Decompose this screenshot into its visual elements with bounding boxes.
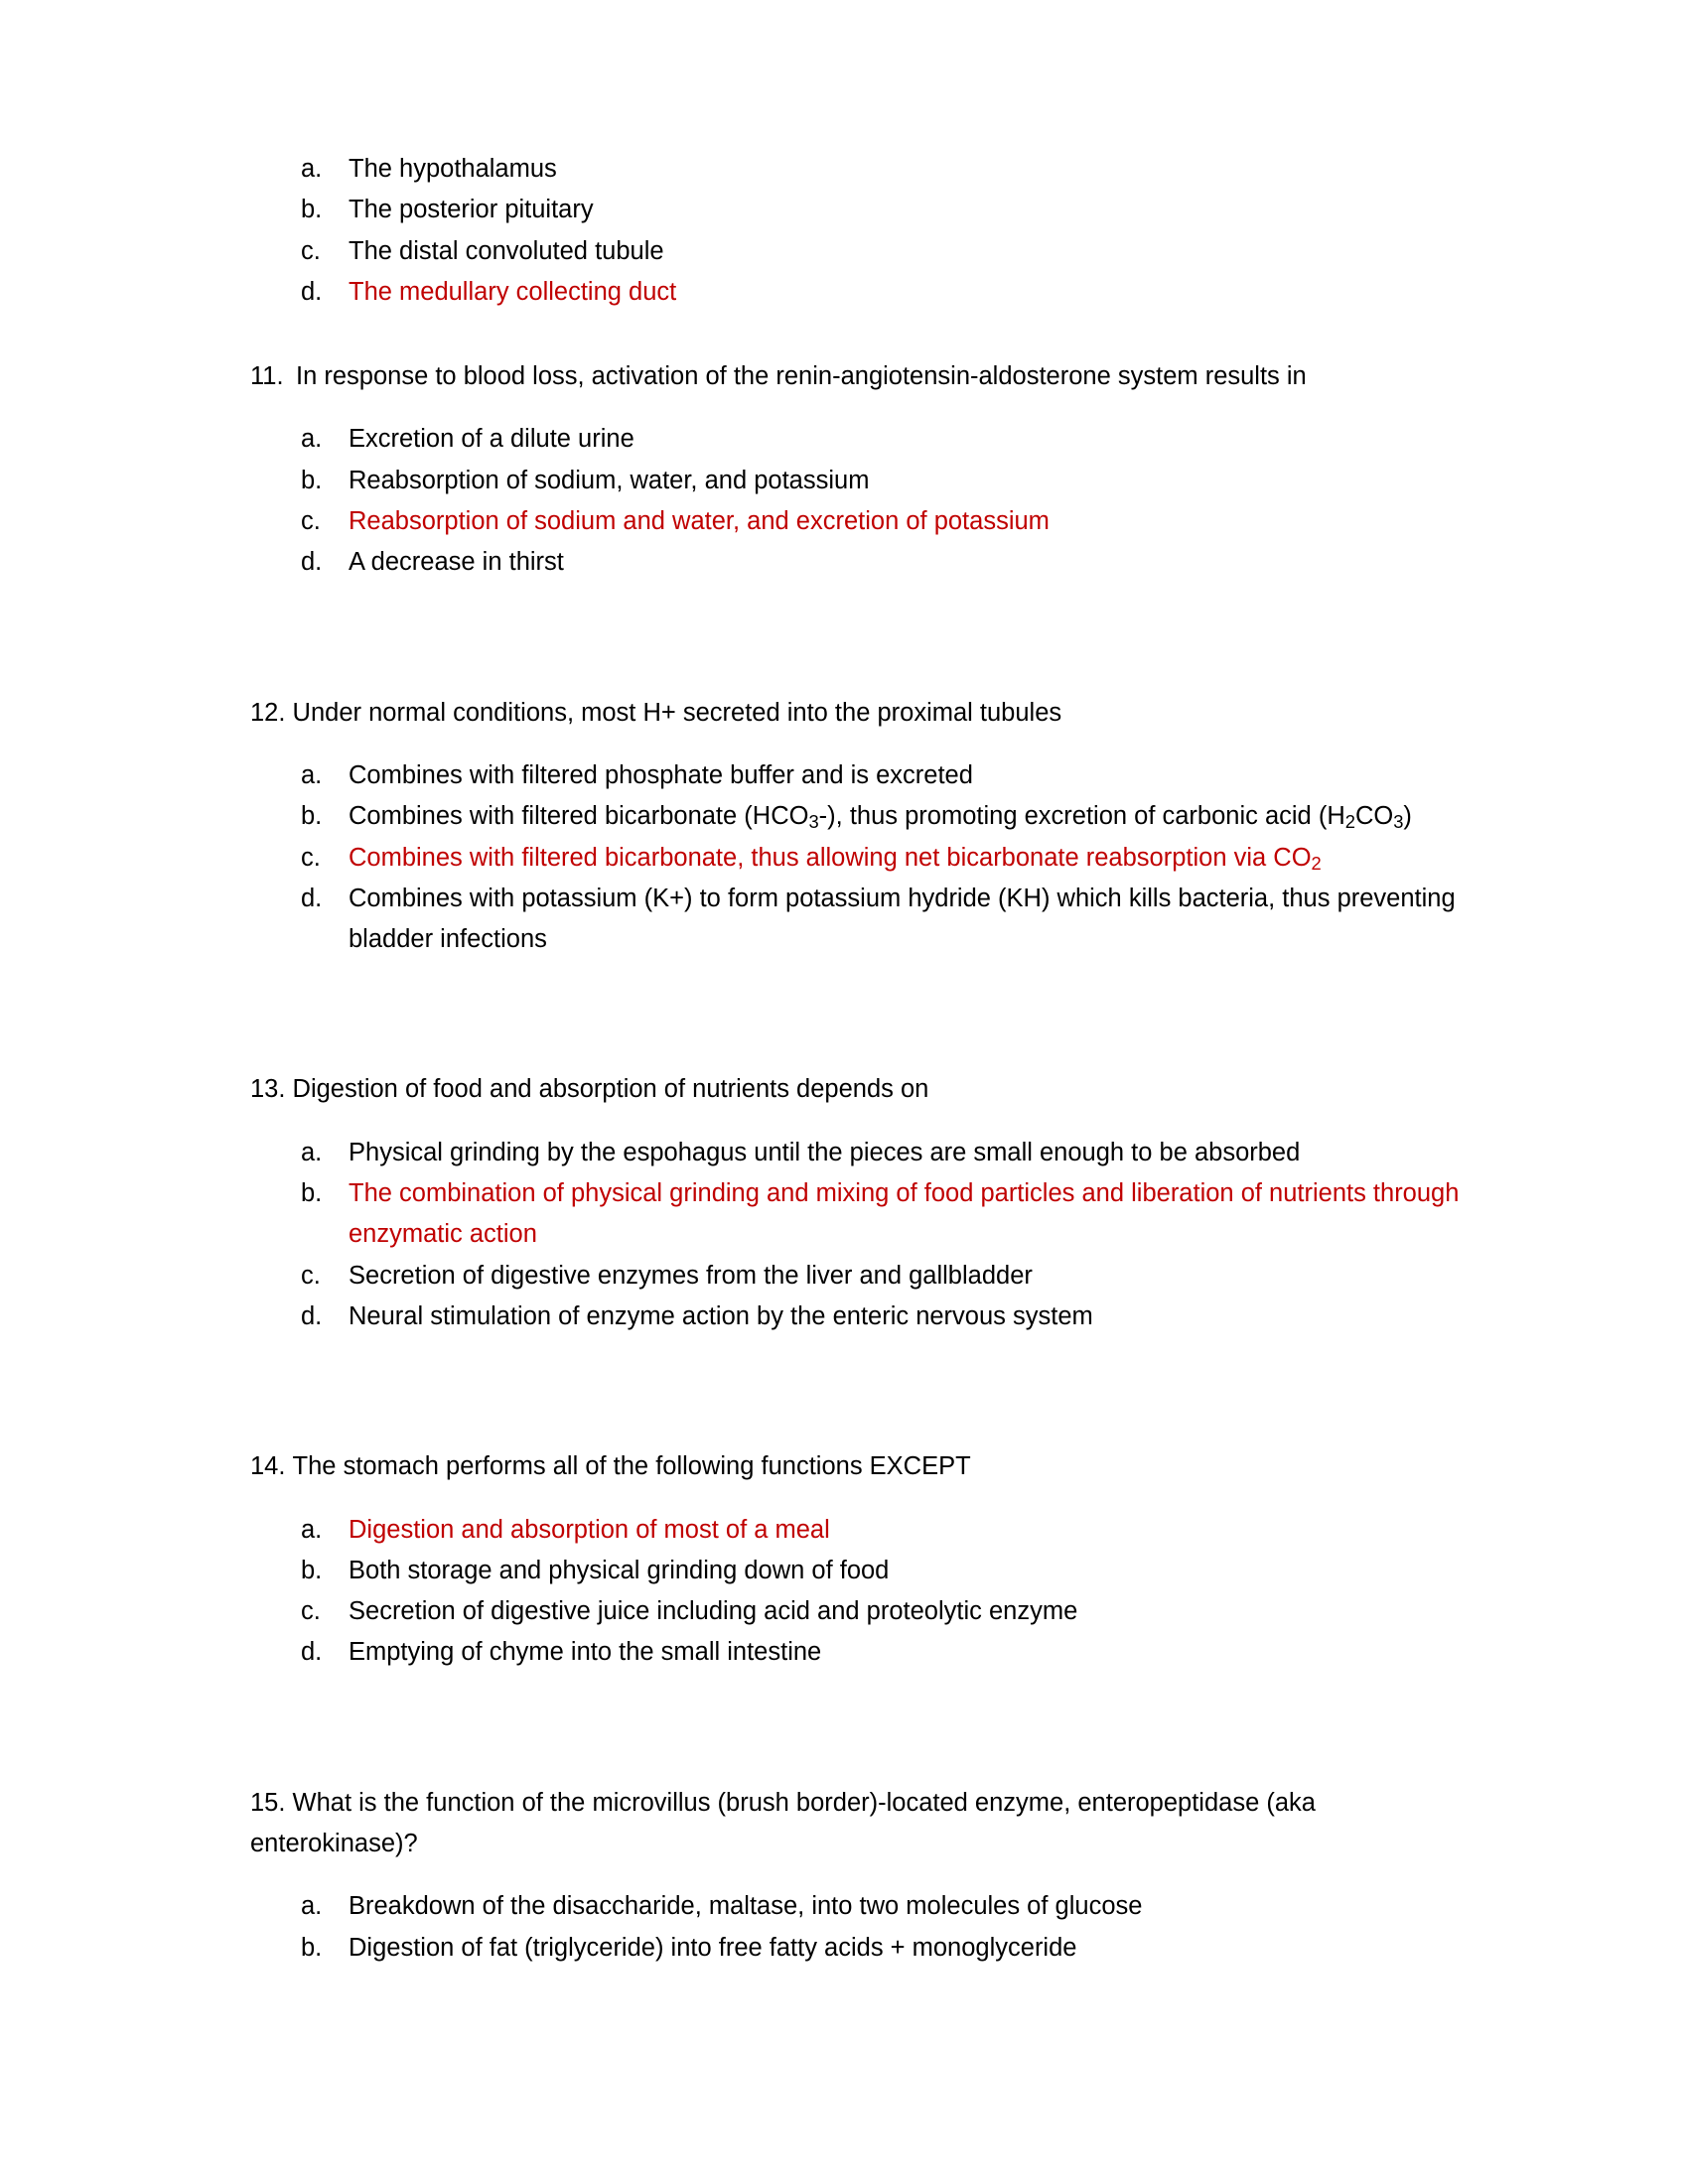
answer-option-correct[interactable]: [250, 501, 1481, 542]
answer-letter: a.: [301, 425, 323, 454]
question-number: 14.: [250, 1452, 286, 1481]
answer-list: [250, 1510, 1481, 1674]
answer-text: Both storage and physical grinding down of food: [349, 1556, 890, 1584]
question-block-q13: [250, 1069, 1481, 1337]
answer-option-correct[interactable]: [250, 272, 1481, 313]
answer-text: The combination of physical grinding and mixing of food particles and liberation of nutrients through enzymatic action: [349, 1179, 1460, 1249]
answer-text: Reabsorption of sodium, water, and potassium: [349, 466, 870, 494]
answer-letter: b.: [301, 466, 323, 494]
question-number: 13.: [250, 1075, 286, 1104]
answer-text: Reabsorption of sodium and water, and excretion of potassium: [349, 507, 1050, 536]
answer-option[interactable]: [250, 1928, 1481, 1969]
answer-option[interactable]: [250, 419, 1481, 460]
answer-text: Neural stimulation of enzyme action by the enteric nervous system: [349, 1301, 1093, 1330]
answer-list: [250, 419, 1481, 583]
answer-letter: c.: [301, 1597, 321, 1626]
question-text: Digestion of food and absorption of nutrients depends on: [292, 1075, 929, 1104]
answer-option[interactable]: [250, 1133, 1481, 1173]
answer-option[interactable]: [250, 1297, 1481, 1337]
answer-option-correct[interactable]: [250, 838, 1481, 879]
answer-letter: b.: [301, 802, 323, 831]
answer-text: The hypothalamus: [349, 155, 557, 183]
answer-text: Physical grinding by the espohagus until the pieces are small enough to be absorbed: [349, 1138, 1301, 1166]
question-text: In response to blood loss, activation of the renin-angiotensin-aldosterone system results in: [296, 362, 1307, 391]
answer-letter: c.: [301, 843, 321, 872]
question-text: Under normal conditions, most H+ secreted into the proximal tubules: [292, 698, 1062, 727]
answer-text: A decrease in thirst: [349, 548, 564, 577]
answer-letter: d.: [301, 548, 323, 577]
answer-letter: a.: [301, 155, 323, 183]
answer-option-correct[interactable]: [250, 1173, 1481, 1256]
answer-letter: a.: [301, 1892, 323, 1921]
answer-list: [250, 149, 1481, 313]
answer-option[interactable]: [250, 796, 1481, 837]
answer-text: Excretion of a dilute urine: [349, 425, 634, 454]
answer-option[interactable]: [250, 1551, 1481, 1591]
answer-list: [250, 1133, 1481, 1337]
question-block-q12: [250, 693, 1481, 961]
answer-letter: b.: [301, 1933, 323, 1962]
question-block-q14: [250, 1446, 1481, 1673]
answer-text: Combines with filtered bicarbonate $(HCO_3-)$, thus promoting excretion of carbonic acid $(H_2CO_3)$: [349, 802, 1412, 833]
question-line: [250, 693, 1481, 734]
answer-text: Combines with potassium (K+) to form potassium hydride (KH) which kills bacteria, thus preventing bladder infections: [349, 884, 1456, 954]
answer-letter: b.: [301, 1179, 323, 1208]
answer-text: Combines with filtered phosphate buffer and is excreted: [349, 760, 973, 789]
answer-text: Digestion and absorption of most of a meal: [349, 1515, 830, 1544]
answer-letter: a.: [301, 760, 323, 789]
question-line: [250, 1446, 1481, 1487]
question-line: [250, 356, 1481, 397]
answer-text: The medullary collecting duct: [349, 277, 677, 306]
answer-option[interactable]: [250, 755, 1481, 796]
question-block-q11: [250, 356, 1481, 583]
answer-letter: a.: [301, 1515, 323, 1544]
answer-text: Secretion of digestive juice including acid and proteolytic enzyme: [349, 1597, 1078, 1626]
question-text: The stomach performs all of the following functions EXCEPT: [292, 1452, 971, 1481]
answer-text: Breakdown of the disaccharide, maltase, into two molecules of glucose: [349, 1892, 1143, 1921]
answer-letter: a.: [301, 1138, 323, 1166]
answer-letter: b.: [301, 196, 323, 224]
answer-option[interactable]: [250, 879, 1481, 961]
answer-text: Emptying of chyme into the small intestine: [349, 1638, 822, 1667]
answer-letter: d.: [301, 884, 323, 912]
question-number: 12.: [250, 698, 286, 727]
answer-letter: c.: [301, 236, 321, 265]
answer-option[interactable]: [250, 190, 1481, 230]
answer-text: Digestion of fat (triglyceride) into free fatty acids + monoglyceride: [349, 1933, 1077, 1962]
answer-letter: d.: [301, 1301, 323, 1330]
answer-text: Combines with filtered bicarbonate, thus allowing net bicarbonate reabsorption via $CO_2$: [349, 843, 1322, 874]
question-line: [250, 1783, 1481, 1865]
answer-option-correct[interactable]: [250, 1510, 1481, 1551]
answer-option[interactable]: [250, 1591, 1481, 1632]
answer-list: [250, 1886, 1481, 1969]
answer-option[interactable]: [250, 231, 1481, 272]
question-line: [250, 1069, 1481, 1110]
question-block-q10-answers: [250, 149, 1481, 313]
answer-list: [250, 755, 1481, 960]
answer-option[interactable]: [250, 149, 1481, 190]
question-text: What is the function of the microvillus (brush border)-located enzyme, enteropeptidase (aka enterokinase)?: [250, 1788, 1316, 1858]
answer-option[interactable]: [250, 1256, 1481, 1297]
answer-letter: c.: [301, 1261, 321, 1290]
answer-letter: d.: [301, 1638, 323, 1667]
answer-letter: d.: [301, 277, 323, 306]
answer-option[interactable]: [250, 1886, 1481, 1927]
answer-option[interactable]: [250, 461, 1481, 501]
answer-letter: c.: [301, 507, 321, 536]
answer-text: The posterior pituitary: [349, 196, 594, 224]
question-block-q15: [250, 1783, 1481, 1969]
question-number: 15.: [250, 1788, 286, 1817]
document-body: [250, 149, 1481, 1969]
answer-option[interactable]: [250, 542, 1481, 583]
question-number: 11.: [250, 362, 284, 391]
answer-text: The distal convoluted tubule: [349, 236, 664, 265]
answer-option[interactable]: [250, 1632, 1481, 1673]
answer-text: Secretion of digestive enzymes from the liver and gallbladder: [349, 1261, 1033, 1290]
answer-letter: b.: [301, 1556, 323, 1584]
